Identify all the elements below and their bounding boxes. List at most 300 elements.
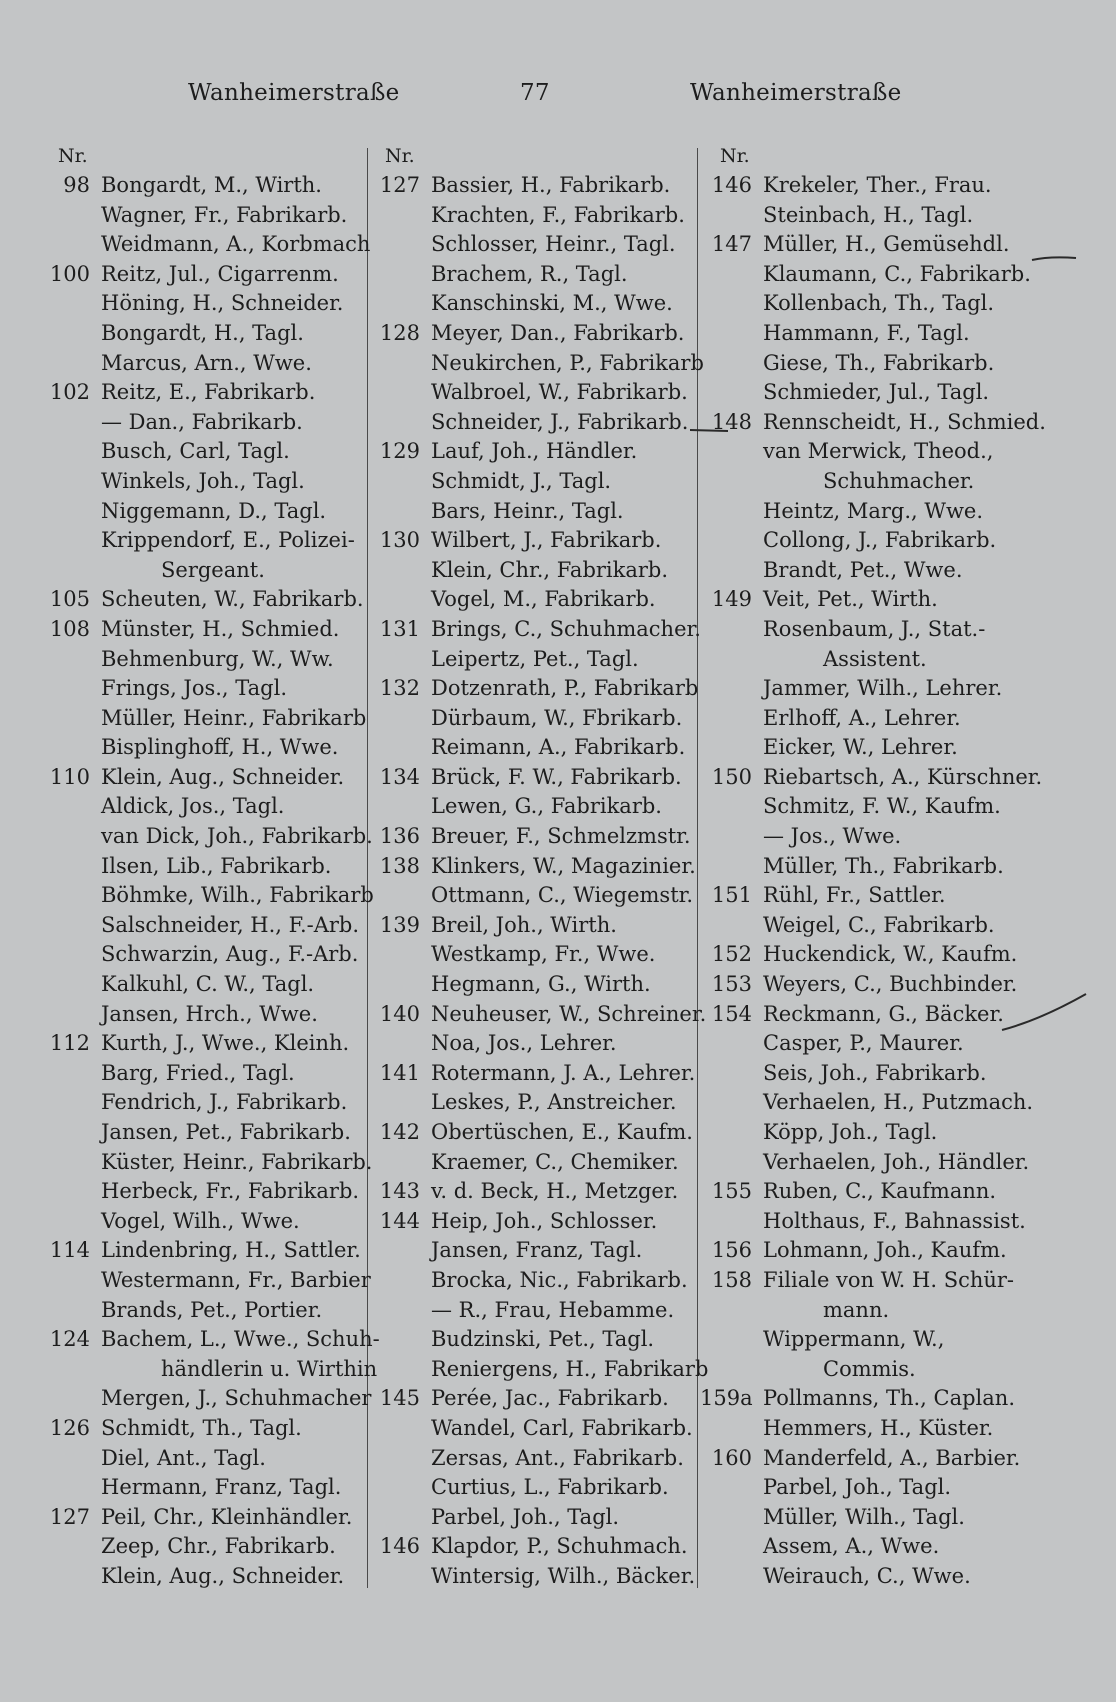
resident-entry: Rotermann, J. A., Lehrer. [431, 1060, 696, 1085]
resident-entry: Brands, Pet., Portier. [101, 1297, 323, 1322]
resident-entry: Hammann, F., Tagl. [763, 320, 970, 345]
resident-entry: Wilbert, J., Fabrikarb. [431, 528, 662, 553]
directory-entry [700, 1325, 1030, 1355]
running-header-right: Wanheimerstraße [690, 80, 902, 106]
resident-entry: Weidmann, A., Korbmach [101, 232, 371, 257]
resident-entry: Reniergens, H., Fabrikarb [431, 1356, 709, 1381]
resident-entry: Weigel, C., Fabrikarb. [763, 912, 995, 937]
directory-entry [368, 556, 698, 586]
directory-entry [700, 171, 1030, 201]
resident-entry: Collong, J., Fabrikarb. [763, 528, 997, 553]
directory-entry [368, 230, 698, 260]
house-number: 148 [711, 409, 752, 434]
resident-entry: Rosenbaum, J., Stat.- [763, 616, 986, 641]
directory-entry [368, 1444, 698, 1474]
house-number: 144 [379, 1208, 420, 1233]
resident-entry: Bongardt, M., Wirth. [101, 173, 322, 197]
directory-entry [700, 437, 1030, 467]
resident-entry: Schmieder, Jul., Tagl. [763, 380, 990, 405]
resident-entry: Steinbach, H., Tagl. [763, 202, 974, 227]
resident-entry: Krekeler, Ther., Frau. [763, 173, 992, 197]
resident-entry: Brück, F. W., Fabrikarb. [431, 764, 682, 789]
pencil-arrow-mark [1000, 990, 1090, 1040]
resident-entry: Aldick, Jos., Tagl. [101, 794, 285, 819]
resident-entry: Winkels, Joh., Tagl. [101, 468, 305, 493]
resident-entry: Brachem, R., Tagl. [431, 261, 628, 286]
directory-entry [700, 1118, 1030, 1148]
resident-entry: Schmidt, J., Tagl. [431, 468, 612, 493]
resident-entry: Müller, Th., Fabrikarb. [763, 853, 1004, 878]
directory-entry [700, 289, 1030, 319]
directory-entry [700, 733, 1030, 763]
directory-entry [38, 1384, 372, 1414]
directory-entry [368, 526, 698, 556]
directory-entry [700, 497, 1030, 527]
directory-entry [700, 230, 1030, 260]
resident-entry: Jansen, Franz, Tagl. [431, 1238, 643, 1263]
directory-entry [368, 408, 698, 438]
house-number: 102 [49, 380, 90, 405]
directory-entry [700, 1236, 1030, 1266]
directory-entry [368, 1000, 707, 1030]
directory-entry [368, 289, 698, 319]
directory-entry [368, 822, 698, 852]
directory-entry [368, 1118, 698, 1148]
directory-entry [38, 1059, 368, 1089]
resident-entry: Krippendorf, E., Polizei- [101, 528, 355, 553]
resident-entry: Kurth, J., Wwe., Kleinh. [101, 1031, 350, 1056]
resident-entry: Behmenburg, W., Ww. [101, 646, 334, 671]
house-number: 134 [379, 764, 420, 789]
directory-entry [38, 733, 368, 763]
page-number: 77 [520, 80, 550, 106]
house-number: 100 [49, 261, 90, 286]
directory-entry [700, 1059, 1030, 1089]
directory-entry [38, 1118, 368, 1148]
directory-entry [700, 1207, 1030, 1237]
house-number: 105 [49, 587, 90, 612]
directory-entry [368, 497, 698, 527]
resident-entry: — Dan., Fabrikarb. [101, 409, 303, 434]
resident-entry: Schmitz, F. W., Kaufm. [763, 794, 1001, 819]
directory-entry [38, 497, 368, 527]
directory-entry [700, 674, 1030, 704]
directory-entry [38, 1000, 368, 1030]
directory-entry [368, 1355, 709, 1385]
directory-entry [700, 1532, 1030, 1562]
resident-entry: Wintersig, Wilh., Bäcker. [431, 1563, 696, 1588]
house-number: 142 [379, 1120, 420, 1144]
resident-entry: Ilsen, Lib., Fabrikarb. [101, 853, 332, 878]
directory-entry [368, 1414, 698, 1444]
resident-entry: Böhmke, Wilh., Fabrikarb [101, 883, 374, 908]
house-number: 160 [711, 1445, 752, 1470]
resident-entry: Barg, Fried., Tagl. [101, 1060, 295, 1085]
directory-entry [38, 408, 368, 438]
house-number: 128 [379, 320, 420, 345]
running-header-left: Wanheimerstraße [188, 80, 400, 106]
entries-column-2 [368, 171, 709, 1591]
resident-entry: mann. [823, 1297, 890, 1322]
nr-label-col3: Nr. [720, 145, 750, 167]
resident-entry: Küster, Heinr., Fabrikarb. [101, 1149, 373, 1174]
resident-entry: Vogel, Wilh., Wwe. [101, 1208, 300, 1233]
directory-entry [700, 704, 1030, 734]
directory-entry [38, 260, 368, 290]
house-number: 150 [711, 764, 752, 789]
resident-entry: Huckendick, W., Kaufm. [763, 942, 1018, 967]
directory-entry [38, 1325, 380, 1355]
resident-entry: Westermann, Fr., Barbier [101, 1267, 371, 1292]
resident-entry: Herbeck, Fr., Fabrikarb. [101, 1179, 360, 1204]
directory-entry [700, 349, 1030, 379]
directory-entry [38, 970, 368, 1000]
directory-entry [368, 171, 698, 201]
resident-entry: Wagner, Fr., Fabrikarb. [101, 202, 348, 227]
house-number: 138 [379, 853, 420, 878]
directory-entry [700, 1088, 1034, 1118]
resident-entry: Verhaelen, H., Putzmach. [763, 1090, 1034, 1115]
directory-entry [368, 763, 698, 793]
resident-entry: Mergen, J., Schuhmacher [101, 1386, 372, 1411]
house-number: 131 [379, 616, 420, 641]
directory-entry [38, 881, 374, 911]
directory-entry [38, 763, 368, 793]
directory-entry [700, 1503, 1030, 1533]
directory-entry [368, 645, 698, 675]
entries-column-1 [38, 171, 380, 1591]
house-number: 130 [379, 528, 420, 553]
resident-entry: Krachten, F., Fabrikarb. [431, 202, 685, 227]
directory-entry [368, 585, 698, 615]
directory-entry [700, 1029, 1030, 1059]
resident-entry: Breil, Joh., Wirth. [431, 912, 617, 937]
resident-entry: Fendrich, J., Fabrikarb. [101, 1090, 348, 1115]
resident-entry: Verhaelen, Joh., Händler. [763, 1149, 1030, 1174]
directory-entry [368, 674, 698, 704]
house-number: 132 [379, 676, 420, 701]
pencil-tick-mark [1030, 248, 1080, 268]
resident-entry: Zeep, Chr., Fabrikarb. [101, 1534, 336, 1559]
directory-entry [38, 171, 368, 201]
resident-entry: Bongardt, H., Tagl. [101, 320, 304, 345]
directory-entry [700, 645, 1030, 675]
directory-entry [700, 852, 1030, 882]
directory-entry [700, 408, 1046, 438]
house-number: 114 [49, 1238, 90, 1263]
resident-entry: Reitz, E., Fabrikarb. [101, 380, 316, 405]
house-number: 151 [711, 883, 752, 908]
resident-entry: Hermann, Franz, Tagl. [101, 1475, 342, 1500]
resident-entry: Brandt, Pet., Wwe. [763, 557, 963, 582]
resident-entry: Peil, Chr., Kleinhändler. [101, 1504, 353, 1529]
house-number: 156 [711, 1238, 752, 1263]
directory-entry [700, 1384, 1030, 1414]
directory-entry [38, 378, 368, 408]
directory-entry [368, 911, 698, 941]
directory-entry [700, 822, 1030, 852]
resident-entry: Erlhoff, A., Lehrer. [763, 705, 961, 730]
resident-entry: Ruben, C., Kaufmann. [763, 1179, 997, 1204]
directory-entry [38, 822, 373, 852]
resident-entry: Heintz, Marg., Wwe. [763, 498, 984, 523]
directory-entry [38, 230, 371, 260]
resident-entry: Schneider, J., Fabrikarb. [431, 409, 689, 434]
resident-entry: Lindenbring, H., Sattler. [101, 1238, 361, 1263]
resident-entry: Breuer, F., Schmelzmstr. [431, 824, 691, 849]
house-number: 98 [63, 173, 90, 197]
house-number: 158 [711, 1267, 752, 1292]
directory-entry [700, 1296, 1030, 1326]
directory-entry [38, 1088, 368, 1118]
resident-entry: Kalkuhl, C. W., Tagl. [101, 972, 315, 997]
nr-label-col1: Nr. [58, 145, 88, 167]
directory-entry [700, 970, 1030, 1000]
resident-entry: Parbel, Joh., Tagl. [431, 1504, 620, 1529]
resident-entry: Bars, Heinr., Tagl. [431, 498, 624, 523]
directory-entry [700, 1177, 1030, 1207]
resident-entry: Wippermann, W., [763, 1327, 945, 1352]
directory-entry [368, 1088, 698, 1118]
resident-entry: v. d. Beck, H., Metzger. [431, 1179, 679, 1204]
resident-entry: Frings, Jos., Tagl. [101, 676, 288, 701]
house-number: 139 [379, 912, 420, 937]
directory-entry [38, 1532, 368, 1562]
directory-entry [368, 1266, 698, 1296]
resident-entry: van Merwick, Theod., [763, 439, 994, 464]
directory-entry [38, 437, 368, 467]
resident-entry: Giese, Th., Fabrikarb. [763, 350, 995, 375]
resident-entry: Marcus, Arn., Wwe. [101, 350, 312, 375]
directory-entry [368, 349, 704, 379]
house-number: 146 [711, 173, 752, 197]
directory-entry [38, 289, 368, 319]
directory-entry [38, 201, 368, 231]
resident-entry: Curtius, L., Fabrikarb. [431, 1475, 669, 1500]
resident-entry: Parbel, Joh., Tagl. [763, 1475, 952, 1500]
house-number: 110 [49, 764, 90, 789]
directory-entry [368, 1207, 698, 1237]
directory-entry [368, 319, 698, 349]
directory-entry [38, 556, 368, 586]
resident-entry: Rühl, Fr., Sattler. [763, 883, 946, 908]
directory-entry [700, 1266, 1030, 1296]
directory-entry [38, 674, 368, 704]
resident-entry: Heip, Joh., Schlosser. [431, 1208, 658, 1233]
resident-entry: Zersas, Ant., Fabrikarb. [431, 1445, 684, 1470]
directory-entry [368, 467, 698, 497]
resident-entry: Dürbaum, W., Fbrikarb. [431, 705, 683, 730]
resident-entry: Köpp, Joh., Tagl. [763, 1120, 938, 1144]
house-number: 140 [379, 1001, 420, 1026]
directory-entry [700, 1000, 1030, 1030]
directory-entry [38, 319, 368, 349]
house-number: 126 [49, 1415, 90, 1440]
resident-entry: Casper, P., Maurer. [763, 1031, 964, 1056]
directory-entry [38, 1562, 368, 1592]
resident-entry: Klein, Aug., Schneider. [101, 764, 345, 789]
directory-entry [38, 349, 368, 379]
directory-entry [38, 1177, 368, 1207]
resident-entry: Klein, Aug., Schneider. [101, 1563, 345, 1588]
resident-entry: — R., Frau, Hebamme. [431, 1297, 675, 1322]
house-number: 159a [700, 1386, 753, 1411]
directory-entry [368, 704, 698, 734]
directory-entry [700, 792, 1030, 822]
resident-entry: Hemmers, H., Küster. [763, 1415, 994, 1440]
resident-entry: Schlosser, Heinr., Tagl. [431, 232, 676, 257]
resident-entry: Assem, A., Wwe. [763, 1534, 940, 1559]
resident-entry: Rennscheidt, H., Schmied. [763, 409, 1046, 434]
directory-entry [700, 1473, 1030, 1503]
resident-entry: Sergeant. [161, 557, 265, 582]
resident-entry: Klein, Chr., Fabrikarb. [431, 557, 669, 582]
house-number: 146 [379, 1534, 420, 1559]
directory-entry [38, 1473, 368, 1503]
resident-entry: Höning, H., Schneider. [101, 291, 344, 316]
directory-entry [38, 526, 368, 556]
directory-entry [38, 940, 368, 970]
house-number: 127 [379, 173, 420, 197]
resident-entry: Münster, H., Schmied. [101, 616, 340, 641]
directory-entry [38, 585, 368, 615]
directory-entry [368, 881, 698, 911]
resident-entry: Jansen, Pet., Fabrikarb. [101, 1120, 351, 1144]
resident-entry: Bisplinghoff, H., Wwe. [101, 735, 339, 760]
directory-entry [700, 911, 1030, 941]
directory-entry [700, 260, 1030, 290]
directory-entry [700, 319, 1030, 349]
resident-entry: Reimann, A., Fabrikarb. [431, 735, 686, 760]
directory-entry [368, 615, 701, 645]
resident-entry: Dotzenrath, P., Fabrikarb [431, 676, 699, 701]
resident-entry: Müller, Wilh., Tagl. [763, 1504, 965, 1529]
resident-entry: Wandel, Carl, Fabrikarb. [431, 1415, 693, 1440]
resident-entry: Holthaus, F., Bahnassist. [763, 1208, 1026, 1233]
directory-entry [700, 378, 1030, 408]
resident-entry: Westkamp, Fr., Wwe. [431, 942, 656, 967]
house-number: 147 [711, 232, 752, 257]
directory-entry [368, 1325, 698, 1355]
resident-entry: Commis. [823, 1356, 916, 1381]
resident-entry: Noa, Jos., Lehrer. [431, 1031, 617, 1056]
directory-entry [700, 615, 1030, 645]
resident-entry: Jammer, Wilh., Lehrer. [763, 676, 1003, 701]
directory-entry [38, 1444, 368, 1474]
resident-entry: Manderfeld, A., Barbier. [763, 1445, 1021, 1470]
resident-entry: Walbroel, W., Fabrikarb. [431, 380, 688, 405]
resident-entry: Schmidt, Th., Tagl. [101, 1415, 302, 1440]
resident-entry: Reckmann, G., Bäcker. [763, 1001, 1004, 1026]
house-number: 124 [49, 1327, 90, 1352]
directory-entry [368, 260, 698, 290]
directory-entry [38, 645, 368, 675]
directory-entry [38, 1148, 373, 1178]
directory-entry [38, 1207, 368, 1237]
resident-entry: Jansen, Hrch., Wwe. [101, 1001, 318, 1026]
house-number: 149 [711, 587, 752, 612]
resident-entry: Schwarzin, Aug., F.-Arb. [101, 942, 359, 967]
directory-entry [700, 201, 1030, 231]
resident-entry: Leipertz, Pet., Tagl. [431, 646, 639, 671]
resident-entry: Kollenbach, Th., Tagl. [763, 291, 995, 316]
resident-entry: Weyers, C., Buchbinder. [763, 972, 1018, 997]
pencil-underline-mark [690, 422, 730, 436]
directory-entry [368, 1296, 698, 1326]
directory-entry [368, 1473, 698, 1503]
directory-entry [700, 1414, 1030, 1444]
directory-entry [700, 940, 1030, 970]
directory-entry [368, 1532, 698, 1562]
directory-entry [700, 1355, 1030, 1385]
directory-entry [368, 437, 698, 467]
house-number: 127 [49, 1504, 90, 1529]
house-number: 143 [379, 1179, 420, 1204]
house-number: 154 [711, 1001, 752, 1026]
entries-column-3 [700, 171, 1046, 1591]
directory-entry [700, 1444, 1030, 1474]
resident-entry: Vogel, M., Fabrikarb. [431, 587, 656, 612]
directory-entry [700, 881, 1030, 911]
resident-entry: Seis, Joh., Fabrikarb. [763, 1060, 987, 1085]
resident-entry: Scheuten, W., Fabrikarb. [101, 587, 364, 612]
directory-entry [38, 467, 368, 497]
resident-entry: Brings, C., Schuhmacher. [431, 616, 701, 641]
resident-entry: Bassier, H., Fabrikarb. [431, 173, 671, 197]
house-number: 112 [49, 1031, 90, 1056]
directory-entry [368, 733, 698, 763]
directory-entry [700, 763, 1043, 793]
resident-entry: Pollmanns, Th., Caplan. [763, 1386, 1015, 1411]
resident-entry: Riebartsch, A., Kürschner. [763, 764, 1043, 789]
resident-entry: Neuheuser, W., Schreiner. [431, 1001, 707, 1026]
house-number: 155 [711, 1179, 752, 1204]
resident-entry: händlerin u. Wirthin [161, 1356, 378, 1381]
resident-entry: Neukirchen, P., Fabrikarb [431, 350, 704, 375]
resident-entry: — Jos., Wwe. [763, 824, 902, 849]
resident-entry: Assistent. [823, 646, 927, 671]
directory-entry [38, 911, 368, 941]
directory-entry [38, 852, 368, 882]
resident-entry: Leskes, P., Anstreicher. [431, 1090, 677, 1115]
directory-entry [368, 201, 698, 231]
directory-entry [38, 615, 368, 645]
resident-entry: Lohmann, Joh., Kaufm. [763, 1238, 1007, 1263]
directory-entry [38, 1266, 371, 1296]
directory-entry [368, 1562, 698, 1592]
resident-entry: Hegmann, G., Wirth. [431, 972, 651, 997]
resident-entry: Perée, Jac., Fabrikarb. [431, 1386, 669, 1411]
house-number: 129 [379, 439, 420, 464]
directory-entry [368, 940, 698, 970]
directory-entry [368, 1177, 698, 1207]
nr-label-col2: Nr. [385, 145, 415, 167]
resident-entry: Diel, Ant., Tagl. [101, 1445, 266, 1470]
directory-entry [700, 1148, 1030, 1178]
directory-entry [368, 1503, 698, 1533]
house-number: 153 [711, 972, 752, 997]
directory-entry [38, 1503, 368, 1533]
directory-entry [38, 1296, 368, 1326]
resident-entry: Filiale von W. H. Schür- [763, 1267, 1015, 1292]
directory-entry [38, 792, 368, 822]
directory-entry [368, 852, 698, 882]
directory-entry [38, 1236, 368, 1266]
resident-entry: Ottmann, C., Wiegemstr. [431, 883, 694, 908]
house-number: 141 [379, 1060, 420, 1085]
directory-entry [700, 526, 1030, 556]
directory-entry [38, 1414, 368, 1444]
